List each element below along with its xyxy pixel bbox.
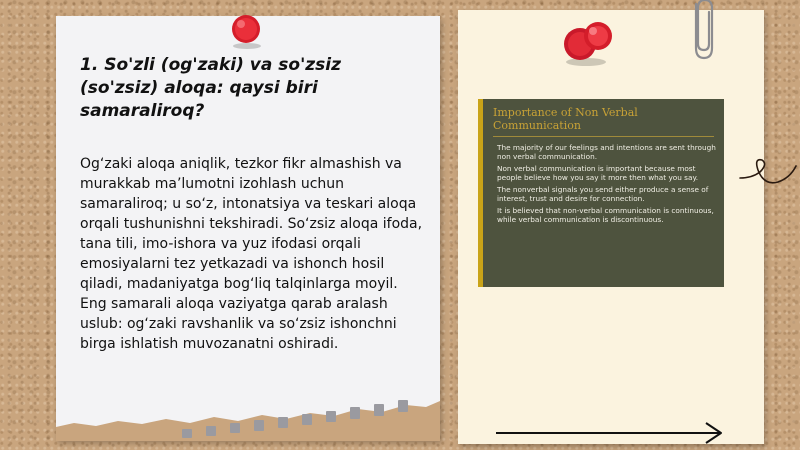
- left-note-paper: [56, 16, 440, 440]
- squiggle-doodle-icon: [738, 156, 798, 206]
- slide-bullet-list: [497, 143, 719, 227]
- right-arrow-icon: [494, 420, 726, 446]
- note-body-text: Og‘zaki aloqa aniqlik, tezkor fikr almashish va murakkab ma’lumotni izohlash uchun samaraliroq; u so‘z, intonatsiya va teskari aloqa orqali tushunishni tekshiradi. So‘zsiz aloqa ifoda, tana tili, imo-ishora va yuz ifodasi orqali emosiyalarni tez yetkazadi va ishonch hosil qiladi, madaniyatga bog‘liq talqinlarga moyil. Eng samarali aloqa vaziyatga qarab aralash uslub: og‘zaki ravshanlik va so‘zsiz ishonchni birga ishlatish muvozanatni oshiradi.: [80, 156, 423, 352]
- red-pushpin-icon: [558, 14, 622, 68]
- slide-point: The nonverbal signals you send either produce a sense of interest, trust and desire for connection.: [497, 185, 709, 203]
- slide-title: Importance of Non Verbal Communication: [493, 106, 638, 132]
- note-title: 1. So'zli (og'zaki) va so'zsiz (so'zsiz) aloqa: qaysi biri samaraliroq?: [80, 55, 342, 121]
- slide-divider: [493, 136, 714, 137]
- slide-point: It is believed that non-verbal communication is continuous, while verbal communication is discontinuous.: [497, 206, 714, 224]
- paper-clip-icon: [686, 0, 716, 62]
- slide-point: The majority of our feelings and intentions are sent through non verbal communication.: [497, 143, 716, 161]
- red-pushpin-icon: [226, 10, 268, 52]
- torn-paper-edge: [56, 397, 440, 441]
- slide-point: Non verbal communication is important because most people believe how you say it more then what you say.: [497, 164, 699, 182]
- embedded-slide-image: [478, 99, 724, 287]
